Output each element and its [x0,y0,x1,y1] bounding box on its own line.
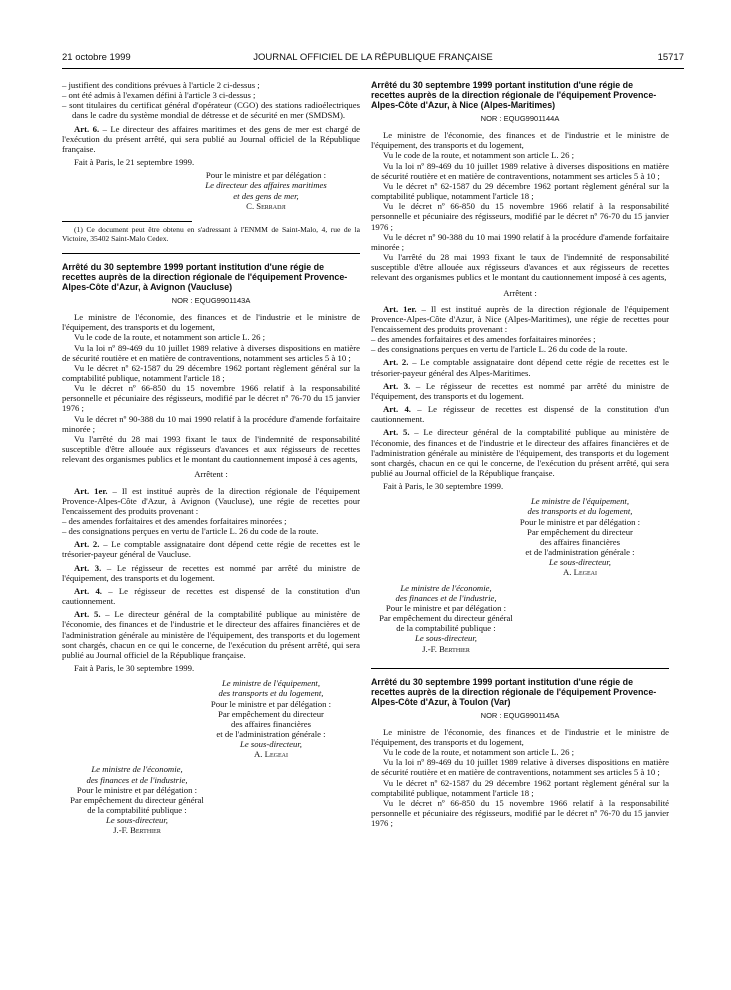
header-page-number: 15717 [657,52,684,63]
section-rule [62,253,360,254]
signature-line: Pour le ministre et par délégation : [210,698,332,709]
decree-title: Arrêté du 30 septembre 1999 portant institution d'une régie de recettes auprès de la direction régionale de l'équipement Provence-Alpes-Côte d'Azur, à Nice (Alpes-Maritimes) [371,80,657,110]
article-4 [371,404,669,424]
section-rule [371,668,669,669]
visa: Vu l'arrêté du 28 mai 1993 fixant le taux de l'indemnité de responsabilité susceptible d'être allouée aux régisseurs d'avances et aux régisseurs de recettes relevant des organismes publics et le montant du cautionnement imposé à ces agents, [62,433,360,465]
header-date: 21 octobre 1999 [62,52,131,63]
signature-line: Par empêchement du directeur [218,708,324,719]
list-item: – des amendes forfaitaires et des amendes forfaitaires minorées ; [371,334,596,345]
signature-line: Le sous-directeur, [549,557,611,568]
signatory-name: C. Serradji [246,200,286,211]
list-item: – sont titulaires du certificat général d'opérateur (CGO) des stations radioélectriques dans le cadre du système mondial de détresse et de sécurité en mer (SMDSM). [62,100,360,121]
signature-block [371,583,521,654]
header-journal-title: JOURNAL OFFICIEL DE LA RÉPUBLIQUE FRANÇAISE [253,52,493,63]
footnote: (1) Ce document peut être obtenu en s'adressant à l'ENMM de Saint-Malo, 4, rue de la Victoire, 35402 Saint-Malo Cedex. [62,224,360,243]
nor-reference: NOR : EQUG9901145A [480,710,560,720]
article-text: – Le directeur général de la comptabilité publique au ministère de l'économie, des finances et de l'industrie et le directeur des affaires financières et de l'administration générale au ministère de l'équipement, des transports et du logement sont chargés, chacun en ce qui le concerne, de l'exécution du présent arrêté, qui sera publié au Journal officiel de la République française. [62,609,360,660]
signature-line: et de l'administration générale : [525,547,635,558]
signature-line: Le ministre de l'économie, [400,582,492,593]
arretent: Arrêtent : [194,469,228,480]
article-5 [371,427,669,478]
visa: Vu le décret nº 66-850 du 15 novembre 1966 relatif à la responsabilité personnelle et pécuniaire des régisseurs, modifié par le décret nº 76-70 du 15 janvier 1976 ; [371,797,669,829]
visa: Vu la loi nº 89-469 du 10 juillet 1989 relative à diverses dispositions en matière de sécurité routière et en matière de contraventions, notamment ses articles 5 à 10 ; [371,160,669,181]
visa: Vu le décret nº 66-850 du 15 novembre 1966 relatif à la responsabilité personnelle et pécuniaire des régisseurs, modifié par le décret nº 76-70 du 15 janvier 1976 ; [371,201,669,232]
article-text: – Le directeur général de la comptabilité publique au ministère de l'économie, des finances et de l'industrie et le directeur des affaires financières et de l'administration générale au ministère de l'équipement, des transports et du logement sont chargés, chacun en ce qui le concerne, de l'exécution du présent arrêté, qui sera publié au Journal officiel de la République française. [371,427,669,478]
article-text: – Le régisseur de recettes est nommé par arrêté du ministre de l'équipement, des transports et du logement. [371,380,669,401]
article-3 [62,563,360,583]
article-label: Art. 5. [74,609,101,620]
signature-line: et de l'administration générale : [216,728,326,739]
article-label: Art. 2. [383,357,409,368]
visa: Vu le décret nº 66-850 du 15 novembre 1966 relatif à la responsabilité personnelle et pécuniaire des régisseurs, modifié par le décret nº 76-70 du 15 janvier 1976 ; [62,383,360,414]
signatory-name: A. Legeai [254,749,288,760]
signature-line: Pour le ministre et par délégation : [205,170,327,181]
signature-line: et des gens de mer, [233,190,299,201]
article-text: – Le régisseur de recettes est nommé par arrêté du ministre de l'équipement, des transports et du logement. [62,562,360,583]
list-item: – justifient des conditions prévues à l'article 2 ci-dessus ; [62,80,260,90]
visa: Vu la loi nº 89-469 du 10 juillet 1989 relative à diverses dispositions en matière de sécurité routière et en matière de contraventions, notamment ses articles 5 à 10 ; [371,757,669,778]
visa: Vu l'arrêté du 28 mai 1993 fixant le taux de l'indemnité de responsabilité susceptible d'être allouée aux régisseurs d'avances et aux régisseurs de recettes relevant des organismes publics et le montant du cautionnement imposé à ces agents, [371,252,669,283]
visa: Le ministre de l'économie, des finances et de l'industrie et le ministre de l'équipement, des transports et du logement, [371,130,669,151]
visa: Vu le décret nº 90-388 du 10 mai 1990 relatif à la procédure d'amende forfaitaire minorée ; [62,413,360,434]
article-3 [371,381,669,401]
signatory-name: J.-F. Berthier [113,825,161,836]
visa: Vu le décret nº 62-1587 du 29 décembre 1962 portant règlement général sur la comptabilité publique, notamment l'article 18 ; [371,180,669,202]
signature-line: des finances et de l'industrie, [86,774,188,785]
article-5 [62,609,360,660]
signatory-name: A. Legeai [563,567,597,578]
article-text: – Il est institué auprès de la direction régionale de l'équipement Provence-Alpes-Côte d'Azur, à Avignon (Vaucluse), une régie de recettes pour l'encaissement des produits provenant : [62,485,360,516]
visa: Vu le code de la route, et notamment son article L. 26 ; [74,332,266,343]
signature-line: Le directeur des affaires maritimes [205,180,327,191]
header-rule [62,68,684,69]
article-label: Art. 1er. [383,303,417,314]
signature-line: de la comptabilité publique : [87,805,187,816]
signature-line: Le ministre de l'équipement, [530,496,630,507]
article-label: Art. 3. [383,380,411,391]
visa: Le ministre de l'économie, des finances et de l'industrie et le ministre de l'équipement, des transports et du logement, [371,726,669,747]
list-item: – des consignations perçues en vertu de l'article L. 26 du code de la route. [62,526,319,537]
article-label: Art. 5. [383,427,410,438]
signature-line: Le ministre de l'économie, [91,764,183,775]
nor-reference: NOR : EQUG9901144A [480,114,560,123]
nor-reference: NOR : EQUG9901143A [171,295,251,305]
article-text: – Le régisseur de recettes est dispensé de la constitution d'un cautionnement. [371,404,669,425]
article-label: Art. 4. [74,585,102,596]
article-text: – Le comptable assignataire dont dépend cette régie de recettes est le trésorier-payeur général de Vaucluse. [62,539,360,560]
signature-line: Pour le ministre et par délégation : [519,516,641,527]
article-label: Art. 6. [74,123,100,134]
signature-block [172,170,360,211]
left-column [62,80,360,836]
article-text: – Le régisseur de recettes est dispensé de la constitution d'un cautionnement. [62,585,360,607]
arretent: Arrêtent : [503,287,537,298]
signature-line: de la comptabilité publique : [396,623,496,634]
visa: Vu le décret nº 90-388 du 10 mai 1990 relatif à la procédure d'amende forfaitaire minorée ; [371,231,669,252]
signature-line: des finances et de l'industrie, [395,592,497,603]
visa: Vu le décret nº 62-1587 du 29 décembre 1962 portant règlement général sur la comptabilité publique, notamment l'article 18 ; [371,777,669,798]
signature-line: Le ministre de l'équipement, [221,678,321,689]
signature-line: Le sous-directeur, [415,633,477,644]
list-item: – des consignations perçues en vertu de l'article L. 26 du code de la route. [371,344,628,355]
signature-block [62,764,212,835]
signature-line: Par empêchement du directeur général [70,794,204,805]
visa: Vu le code de la route, et notamment son article L. 26 ; [383,747,575,758]
fait-line: Fait à Paris, le 30 septembre 1999. [74,663,195,674]
signature-line: Pour le ministre et par délégation : [76,784,198,795]
signature-line: des affaires financières [231,718,311,729]
article-4 [62,586,360,606]
article-2 [371,357,669,377]
article-text: – Le directeur des affaires maritimes et des gens de mer est chargé de l'exécution du présent arrêté, qui sera publié au Journal officiel de la République française. [62,123,360,154]
signature-block [182,678,360,759]
list-item: – des amendes forfaitaires et des amendes forfaitaires minorées ; [62,516,287,526]
article-1 [62,486,360,516]
page-header [62,52,684,66]
fait-line: Fait à Paris, le 21 septembre 1999. [74,157,195,168]
signatory-name: J.-F. Berthier [422,643,470,654]
article-2 [62,539,360,559]
visa: Le ministre de l'économie, des finances et de l'industrie et le ministre de l'équipement, des transports et du logement, [62,312,360,333]
article-6 [62,124,360,154]
visa: Vu le code de la route, et notamment son article L. 26 ; [383,150,575,161]
article-text: – Il est institué auprès de la direction régionale de l'équipement Provence-Alpes-Côte d'Azur, à Nice (Alpes-Maritimes), une régie de recettes pour l'encaissement des produits provenant : [371,303,669,334]
article-text: – Le comptable assignataire dont dépend cette régie de recettes est le trésorier-payeur général des Alpes-Maritimes. [371,357,669,378]
article-label: Art. 4. [383,404,411,415]
decree-title: Arrêté du 30 septembre 1999 portant institution d'une régie de recettes auprès de la direction régionale de l'équipement Provence-Alpes-Côte d'Azur, à Avignon (Vaucluse) [62,261,348,292]
signature-line: Le sous-directeur, [240,739,302,750]
signature-block [491,496,669,577]
list-item: – ont été admis à l'examen défini à l'article 3 ci-dessus ; [62,90,256,101]
signature-line: des transports et du logement, [218,688,324,699]
right-column [371,80,669,828]
signature-line: Par empêchement du directeur général [379,613,513,624]
signature-line: Par empêchement du directeur [527,526,633,537]
decree-title: Arrêté du 30 septembre 1999 portant institution d'une régie de recettes auprès de la direction régionale de l'équipement Provence-Alpes-Côte d'Azur, à Toulon (Var) [371,676,657,707]
signature-line: des transports et du logement, [527,506,633,517]
fait-line: Fait à Paris, le 30 septembre 1999. [383,481,504,492]
visa: Vu la loi nº 89-469 du 10 juillet 1989 relative à diverses dispositions en matière de sécurité routière et en matière de contraventions, notamment ses articles 5 à 10 ; [62,342,360,363]
signature-line: des affaires financières [540,536,620,547]
signature-line: Le sous-directeur, [106,815,168,826]
footnote-rule [62,221,192,222]
article-label: Art. 1er. [74,485,108,496]
signature-line: Pour le ministre et par délégation : [385,602,507,613]
visa: Vu le décret nº 62-1587 du 29 décembre 1962 portant règlement général sur la comptabilité publique, notamment l'article 18 ; [62,362,360,383]
article-1 [371,304,669,334]
article-label: Art. 2. [74,539,100,550]
article-label: Art. 3. [74,562,102,573]
